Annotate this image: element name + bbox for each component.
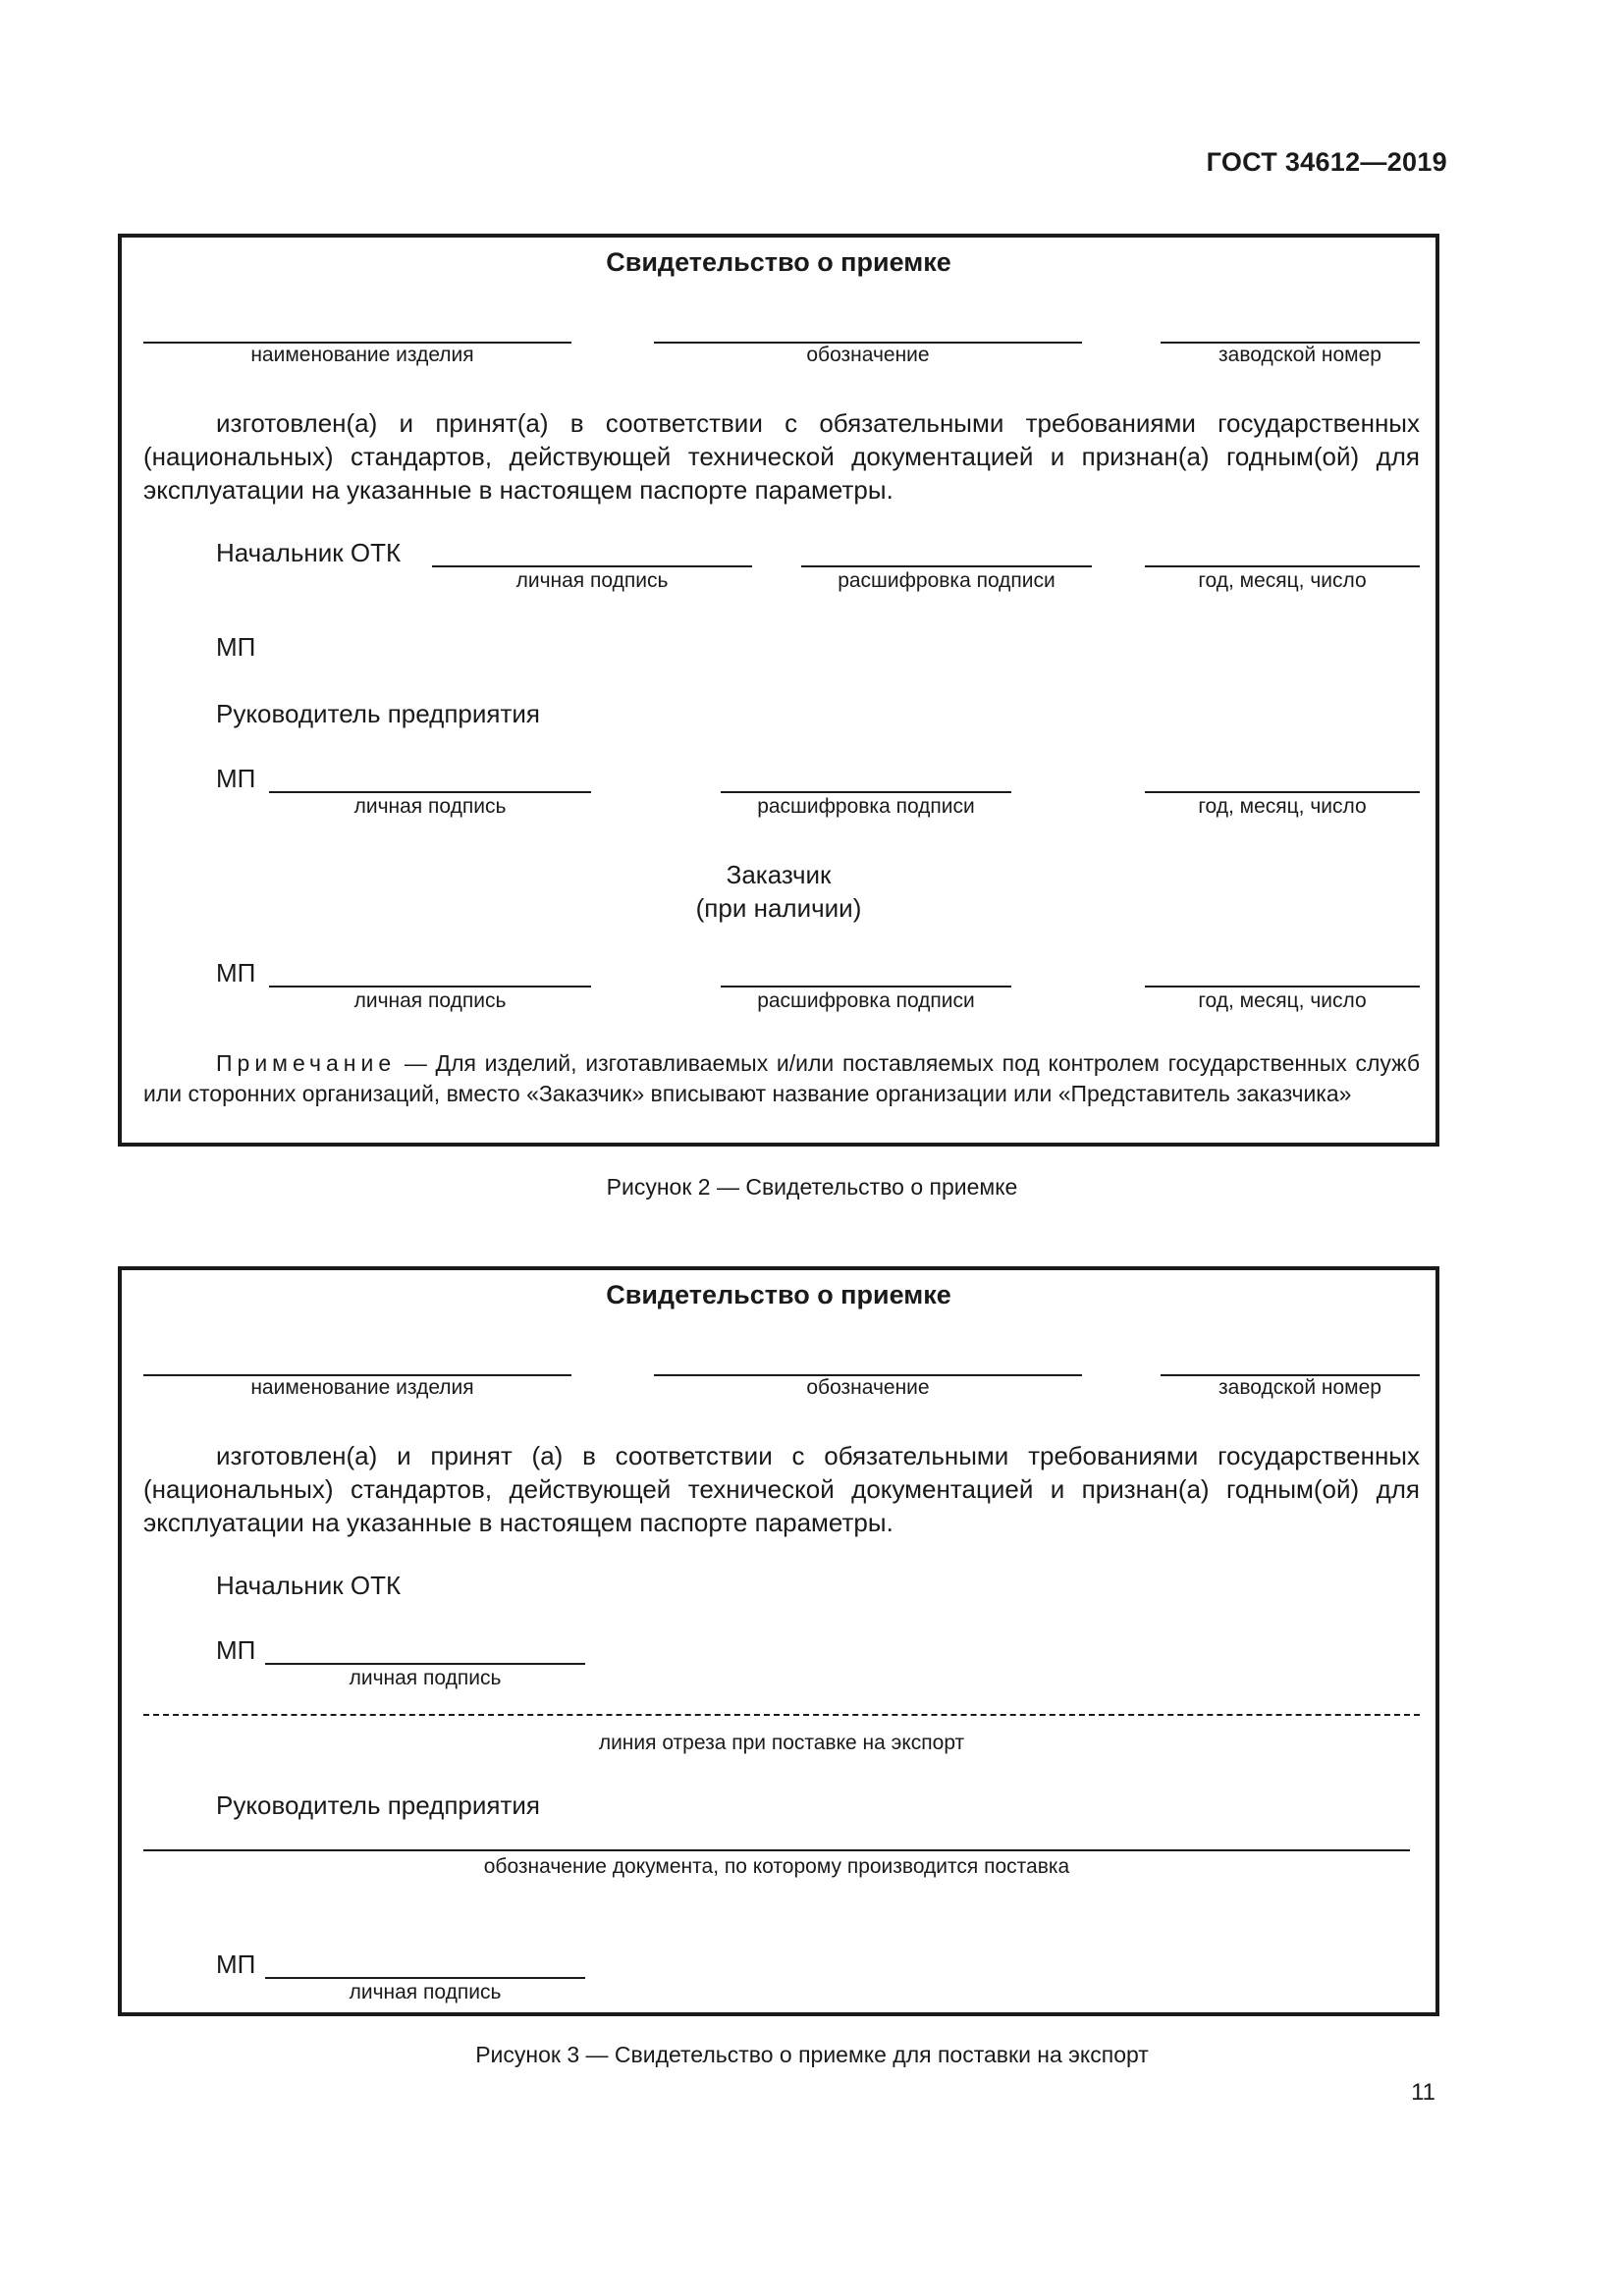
decode-caption: расшифровка подписи xyxy=(757,795,975,818)
form-title: Свидетельство о приемке xyxy=(606,1280,951,1309)
delivery-document-line[interactable] xyxy=(143,1849,1410,1851)
signature-caption: личная подпись xyxy=(515,569,669,592)
certificate-paragraph: изготовлен(а) и принят(а) в соответствии с обязательными требованиями государственных (национальных) стандартов, действующей технической документацией и признан(а) годным(ой) для эксплуатации на указанные в настоящем паспорте параметры. xyxy=(143,408,1420,505)
cut-line-caption: линия отреза при поставке на экспорт xyxy=(598,1732,965,1754)
form-note xyxy=(143,1048,1420,1109)
customer-date-line[interactable] xyxy=(1145,986,1420,988)
signature-caption: личная подпись xyxy=(353,795,507,818)
figure-3-caption: Рисунок 3 — Свидетельство о приемке для поставки на экспорт xyxy=(475,2042,1149,2067)
otk-date-line[interactable] xyxy=(1145,565,1420,567)
delivery-document-caption: обозначение документа, по которому производится поставка xyxy=(483,1855,1070,1878)
head-signature-line[interactable] xyxy=(265,1977,585,1979)
designation-caption: обозначение xyxy=(806,344,930,366)
stamp-place-label: МП xyxy=(216,1635,256,1665)
otk-head-label: Начальник ОТК xyxy=(216,538,402,567)
document-standard-number: ГОСТ 34612—2019 xyxy=(1206,147,1447,177)
serial-number-caption: заводской номер xyxy=(1218,1376,1381,1399)
certificate-paragraph: изготовлен(а) и принят (а) в соответствии с обязательными требованиями государственных (национальных) стандартов, действующей технической документацией и признан(а) годным(ой) для эксплуатации на указанные в настоящем паспорте параметры. xyxy=(143,1441,1420,1537)
decode-caption: расшифровка подписи xyxy=(838,569,1056,592)
form-title: Свидетельство о приемке xyxy=(606,247,951,277)
otk-signature-line[interactable] xyxy=(265,1663,585,1665)
serial-number-caption: заводской номер xyxy=(1218,344,1381,366)
cut-line xyxy=(143,1714,1420,1716)
stamp-place-label: МП xyxy=(216,1949,256,1979)
head-signature-line[interactable] xyxy=(269,791,591,793)
signature-caption: личная подпись xyxy=(353,989,507,1012)
export-acceptance-certificate-form xyxy=(118,1266,1439,2016)
signature-caption: личная подпись xyxy=(349,1981,502,2003)
head-decode-line[interactable] xyxy=(721,791,1011,793)
enterprise-head-label: Руководитель предприятия xyxy=(216,1790,540,1820)
date-caption: год, месяц, число xyxy=(1198,795,1367,818)
product-name-caption: наименование изделия xyxy=(250,344,474,366)
date-caption: год, месяц, число xyxy=(1198,989,1367,1012)
figure-2-caption: Рисунок 2 — Свидетельство о приемке xyxy=(606,1174,1018,1200)
note-label: Примечание xyxy=(216,1050,397,1076)
note-text: — Для изделий, изготавливаемых и/или поставляемых под контролем государственных служб или сторонних организаций, вместо «Заказчик» вписывают название организации или «Представитель заказчика» xyxy=(143,1050,1420,1106)
stamp-place-label: МП xyxy=(216,764,256,793)
head-date-line[interactable] xyxy=(1145,791,1420,793)
product-name-caption: наименование изделия xyxy=(250,1376,474,1399)
otk-head-label: Начальник ОТК xyxy=(216,1571,402,1600)
customer-optional-note: (при наличии) xyxy=(695,893,862,923)
date-caption: год, месяц, число xyxy=(1198,569,1367,592)
stamp-place-label: МП xyxy=(216,958,256,988)
customer-decode-line[interactable] xyxy=(721,986,1011,988)
signature-caption: личная подпись xyxy=(349,1667,502,1689)
otk-signature-line[interactable] xyxy=(432,565,752,567)
otk-decode-line[interactable] xyxy=(801,565,1092,567)
customer-label: Заказчик xyxy=(726,860,832,889)
decode-caption: расшифровка подписи xyxy=(757,989,975,1012)
customer-signature-line[interactable] xyxy=(269,986,591,988)
stamp-place-label: МП xyxy=(216,632,256,662)
page-number: 11 xyxy=(1411,2079,1435,2106)
acceptance-certificate-form xyxy=(118,234,1439,1147)
enterprise-head-label: Руководитель предприятия xyxy=(216,699,540,728)
designation-caption: обозначение xyxy=(806,1376,930,1399)
